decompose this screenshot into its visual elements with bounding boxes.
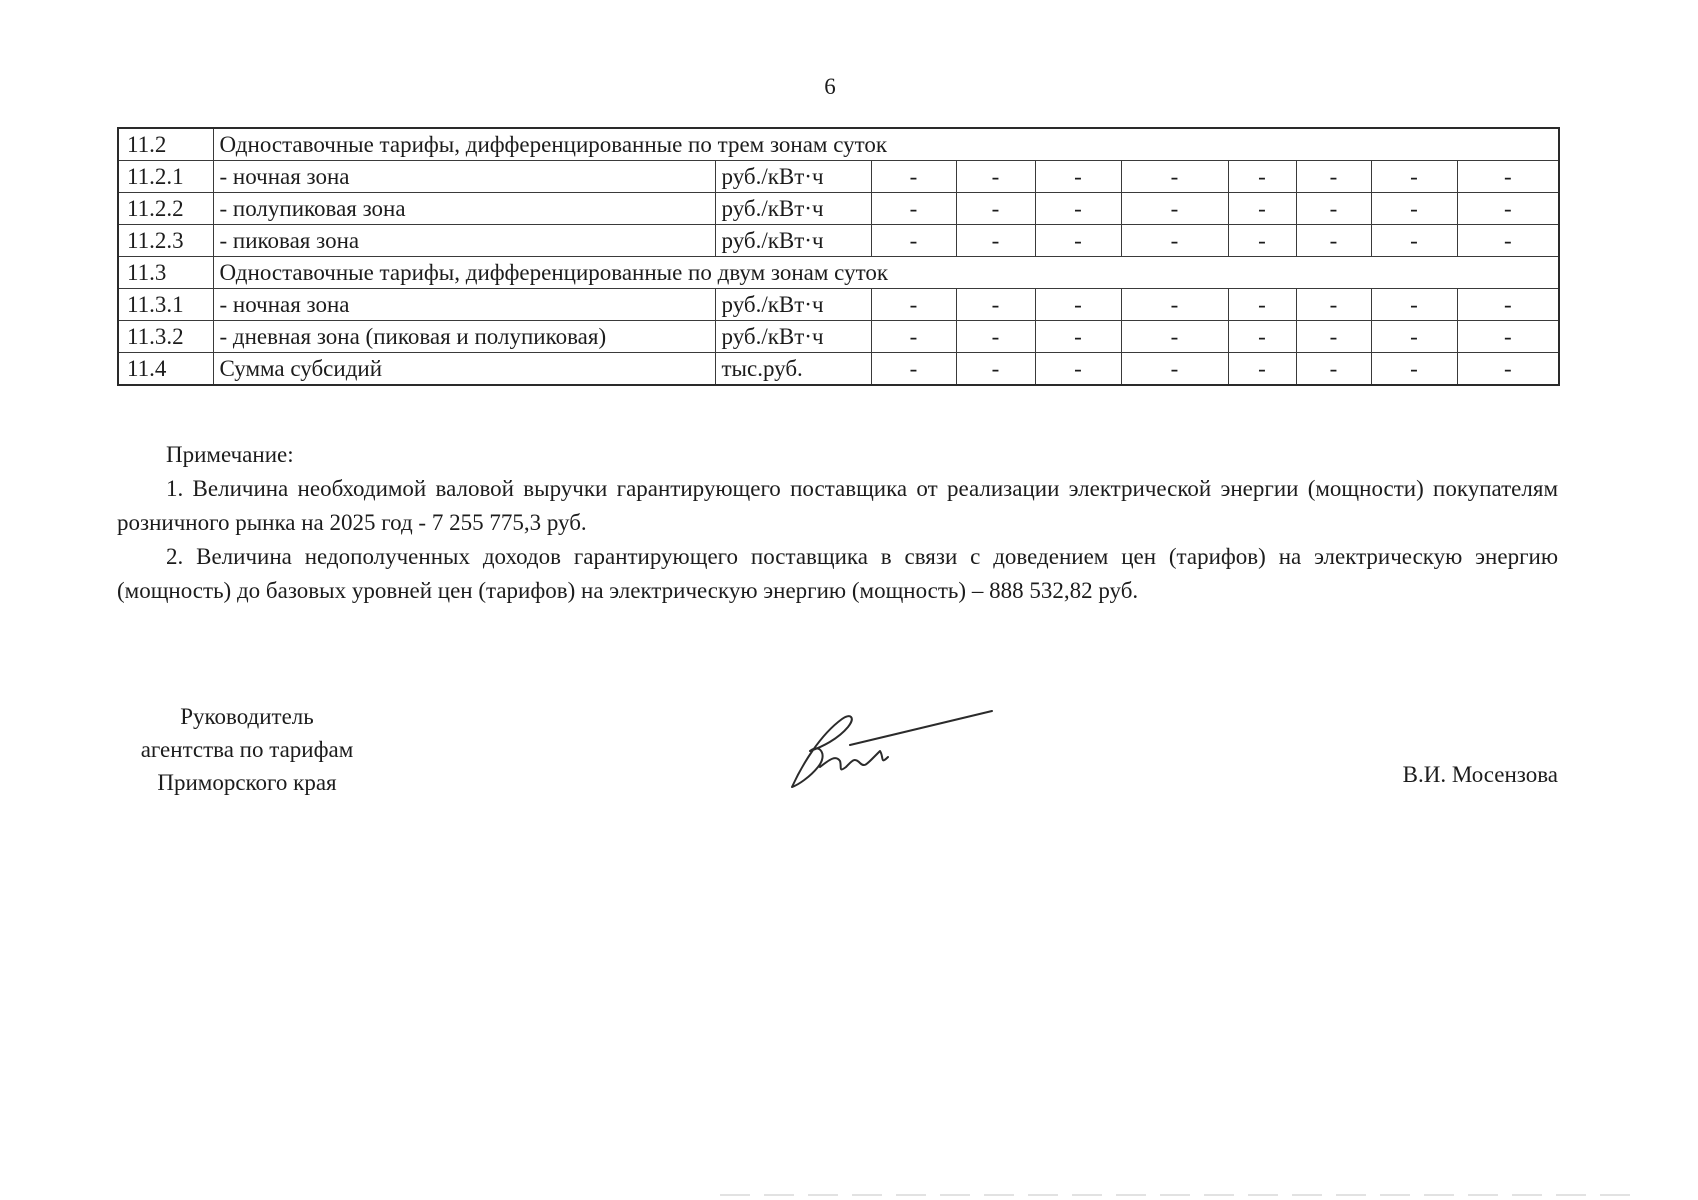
row-code: 11.2.1 [118,161,213,193]
value-cell: - [1228,193,1296,225]
value-cell: - [1035,321,1121,353]
row-code: 11.3.2 [118,321,213,353]
value-cell: - [871,225,956,257]
value-cell: - [871,353,956,386]
value-cell: - [1457,289,1559,321]
row-code: 11.3 [118,257,213,289]
row-code: 11.3.1 [118,289,213,321]
value-cell: - [1371,193,1457,225]
value-cell: - [1371,289,1457,321]
section-label: Одноставочные тарифы, дифференцированные по трем зонам суток [213,128,1559,161]
value-cell: - [1371,161,1457,193]
notes-heading: Примечание: [166,442,294,467]
value-cell: - [1296,321,1371,353]
row-unit: руб./кВт·ч [715,289,871,321]
row-label: - ночная зона [213,289,715,321]
value-cell: - [871,321,956,353]
value-cell: - [1121,321,1228,353]
value-cell: - [1371,353,1457,386]
value-cell: - [1296,225,1371,257]
row-unit: руб./кВт·ч [715,225,871,257]
handwritten-signature [780,705,1000,795]
row-code: 11.2.2 [118,193,213,225]
value-cell: - [1121,193,1228,225]
value-cell: - [1121,225,1228,257]
section-label: Одноставочные тарифы, дифференцированные по двум зонам суток [213,257,1559,289]
value-cell: - [1457,321,1559,353]
row-label: - ночная зона [213,161,715,193]
value-cell: - [956,289,1035,321]
value-cell: - [1457,225,1559,257]
row-label: - пиковая зона [213,225,715,257]
value-cell: - [956,353,1035,386]
value-cell: - [1121,161,1228,193]
table-row [118,225,1559,257]
value-cell: - [1121,289,1228,321]
value-cell: - [1228,289,1296,321]
value-cell: - [956,193,1035,225]
value-cell: - [956,225,1035,257]
value-cell: - [1457,161,1559,193]
row-unit: тыс.руб. [715,353,871,386]
row-label: - дневная зона (пиковая и полупиковая) [213,321,715,353]
value-cell: - [1228,225,1296,257]
signer-name: В.И. Мосензова [1402,762,1558,787]
table-body [118,128,1559,385]
value-cell: - [1296,289,1371,321]
note-item: 1. Величина необходимой валовой выручки гарантирующего поставщика от реализации электрической энергии (мощности) покупателям розничного рынка на 2025 год - 7 255 775,3 руб. [117,476,1558,535]
value-cell: - [1296,193,1371,225]
value-cell: - [1296,353,1371,386]
value-cell: - [1457,193,1559,225]
value-cell: - [871,161,956,193]
value-cell: - [1035,193,1121,225]
signatory-position [117,700,377,799]
notes-section [117,438,1558,608]
position-line: Приморского края [157,770,337,795]
position-line: Руководитель [180,704,314,729]
value-cell: - [1035,161,1121,193]
row-code: 11.2.3 [118,225,213,257]
value-cell: - [956,321,1035,353]
value-cell: - [871,289,956,321]
value-cell: - [1371,321,1457,353]
value-cell: - [1121,353,1228,386]
value-cell: - [1228,353,1296,386]
row-unit: руб./кВт·ч [715,321,871,353]
value-cell: - [871,193,956,225]
value-cell: - [1035,289,1121,321]
table-row [118,193,1559,225]
row-code: 11.2 [118,128,213,161]
tariff-table [117,127,1560,386]
row-unit: руб./кВт·ч [715,193,871,225]
value-cell: - [1371,225,1457,257]
row-code: 11.4 [118,353,213,386]
row-label: Сумма субсидий [213,353,715,386]
position-line: агентства по тарифам [140,737,354,762]
table-row [118,161,1559,193]
table-row [118,289,1559,321]
value-cell: - [1457,353,1559,386]
note-item: 2. Величина недополученных доходов гарантирующего поставщика в связи с доведением цен (тарифов) на электрическую энергию (мощность) до базовых уровней цен (тарифов) на электрическую энергию (мощность) – 888 532,82 руб. [117,544,1558,603]
row-unit: руб./кВт·ч [715,161,871,193]
table-row [118,321,1559,353]
row-label: - полупиковая зона [213,193,715,225]
table-section-row [118,257,1559,289]
value-cell: - [1296,161,1371,193]
page-number: 6 [824,74,836,99]
value-cell: - [1228,321,1296,353]
value-cell: - [1035,225,1121,257]
table-row [118,353,1559,386]
value-cell: - [1035,353,1121,386]
table-section-row [118,128,1559,161]
scan-artifact [720,1194,1640,1196]
value-cell: - [956,161,1035,193]
value-cell: - [1228,161,1296,193]
